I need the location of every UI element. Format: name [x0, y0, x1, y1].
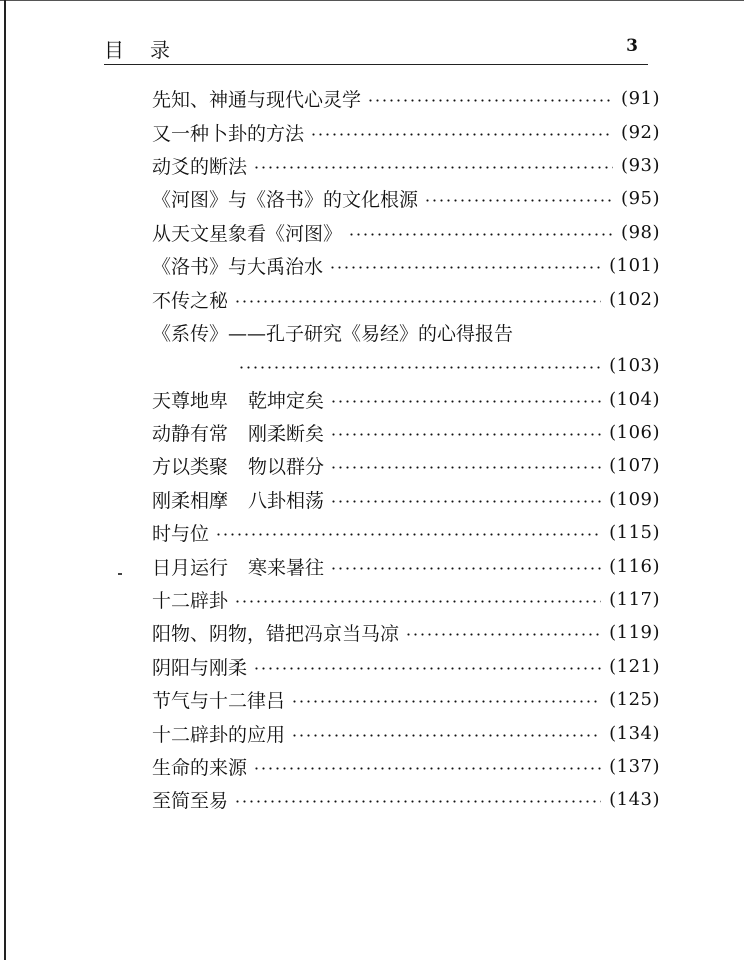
toc-list	[152, 82, 660, 817]
toc-leader-dots	[310, 133, 613, 136]
toc-entry[interactable]	[152, 416, 660, 449]
toc-entry-page: (115)	[609, 522, 660, 544]
toc-leader-dots	[291, 700, 601, 703]
toc-entry-title: 节气与十二律吕	[152, 690, 286, 713]
toc-entry-page: (101)	[609, 255, 660, 277]
page-header	[104, 34, 648, 65]
toc-entry-title: 至简至易	[152, 790, 229, 813]
toc-entry-title: 不传之秘	[152, 289, 229, 312]
toc-entry-continuation[interactable]	[152, 349, 660, 382]
toc-entry-page: (116)	[609, 555, 660, 577]
toc-entry-page: (107)	[609, 455, 660, 477]
toc-leader-dots	[424, 199, 613, 202]
toc-leader-dots	[253, 166, 613, 169]
toc-entry-title: 阴阳与刚柔	[152, 656, 248, 679]
toc-entry-title: 从天文星象看《河图》	[152, 222, 343, 245]
toc-entry-page: (106)	[609, 422, 660, 444]
toc-entry-title: 动静有常 刚柔断矣	[152, 423, 325, 446]
toc-entry-page: (117)	[609, 589, 660, 611]
toc-leader-dots	[291, 734, 601, 737]
toc-leader-dots	[405, 633, 601, 636]
toc-entry-title: 阳物、阴物，错把冯京当马凉	[152, 623, 400, 646]
page-number: 3	[626, 36, 638, 56]
toc-entry-page: (92)	[621, 121, 660, 143]
toc-entry[interactable]	[152, 716, 660, 749]
toc-leader-dots	[330, 567, 601, 570]
toc-leader-dots	[329, 266, 601, 269]
toc-entry-page: (119)	[609, 622, 660, 644]
toc-leader-dots	[253, 667, 601, 670]
toc-entry-title: 十二辟卦的应用	[152, 723, 286, 746]
toc-entry-title: 天尊地卑 乾坤定矣	[152, 389, 325, 412]
toc-entry[interactable]	[152, 249, 660, 282]
toc-leader-dots	[330, 400, 601, 403]
toc-entry-page: (125)	[609, 689, 660, 711]
toc-entry-page: (98)	[621, 221, 660, 243]
toc-entry-title: 时与位	[152, 523, 210, 546]
toc-entry-page: (102)	[609, 288, 660, 310]
toc-leader-dots	[367, 99, 613, 102]
toc-entry-page: (137)	[609, 756, 660, 777]
toc-entry[interactable]	[152, 449, 660, 482]
toc-entry[interactable]	[152, 483, 660, 516]
toc-entry-title: 方以类聚 物以群分	[152, 456, 325, 479]
toc-leader-dots	[234, 600, 601, 603]
toc-entry-page: (104)	[609, 388, 660, 410]
page-left-edge	[4, 0, 6, 960]
toc-entry-title: 日月运行 寒来暑往	[152, 556, 325, 579]
toc-leader-dots	[215, 533, 601, 536]
toc-entry-title: 生命的来源	[152, 757, 248, 779]
toc-leader-dots	[330, 500, 601, 503]
toc-entry-page: (121)	[609, 655, 660, 677]
toc-entry-title: 《洛书》与大禹治水	[152, 256, 324, 279]
toc-entry[interactable]	[152, 282, 660, 315]
toc-entry-page: (93)	[621, 154, 660, 176]
toc-entry[interactable]	[152, 683, 660, 716]
toc-entry[interactable]	[152, 149, 660, 182]
toc-entry[interactable]	[152, 783, 660, 816]
toc-entry[interactable]	[152, 216, 660, 249]
toc-entry-page: (103)	[609, 355, 660, 377]
toc-entry-long[interactable]	[152, 316, 660, 349]
toc-entry-page: (109)	[609, 488, 660, 510]
toc-leader-dots	[253, 767, 601, 770]
toc-leader-dots	[330, 433, 601, 436]
toc-entry-title: 《河图》与《洛书》的文化根源	[152, 189, 419, 212]
toc-entry-title: 《系传》——孔子研究《易经》的心得报告	[152, 322, 514, 345]
toc-entry[interactable]	[152, 549, 660, 582]
toc-entry-page: (95)	[621, 188, 660, 210]
toc-entry[interactable]	[152, 750, 660, 783]
page-title: 目录	[104, 38, 196, 62]
toc-entry-page: (143)	[609, 789, 660, 811]
toc-entry-title: 动爻的断法	[152, 155, 248, 178]
scan-speck	[118, 573, 122, 575]
toc-entry-title: 又一种卜卦的方法	[152, 122, 305, 145]
toc-leader-dots	[234, 300, 601, 303]
toc-leader-dots	[330, 466, 601, 469]
toc-entry[interactable]	[152, 115, 660, 148]
toc-leader-dots	[234, 800, 601, 803]
toc-entry[interactable]	[152, 383, 660, 416]
toc-entry-title: 刚柔相摩 八卦相荡	[152, 489, 325, 512]
toc-leader-dots	[238, 366, 601, 369]
toc-leader-dots	[348, 233, 613, 236]
toc-entry[interactable]	[152, 82, 660, 115]
toc-entry[interactable]	[152, 650, 660, 683]
toc-entry-title: 十二辟卦	[152, 590, 229, 613]
toc-entry[interactable]	[152, 182, 660, 215]
page-top-edge	[0, 0, 744, 1]
toc-entry[interactable]	[152, 516, 660, 549]
toc-entry[interactable]	[152, 616, 660, 649]
toc-entry-title: 先知、神通与现代心灵学	[152, 89, 362, 112]
toc-entry-page: (91)	[621, 88, 660, 110]
toc-entry[interactable]	[152, 583, 660, 616]
toc-entry-page: (134)	[609, 722, 660, 744]
